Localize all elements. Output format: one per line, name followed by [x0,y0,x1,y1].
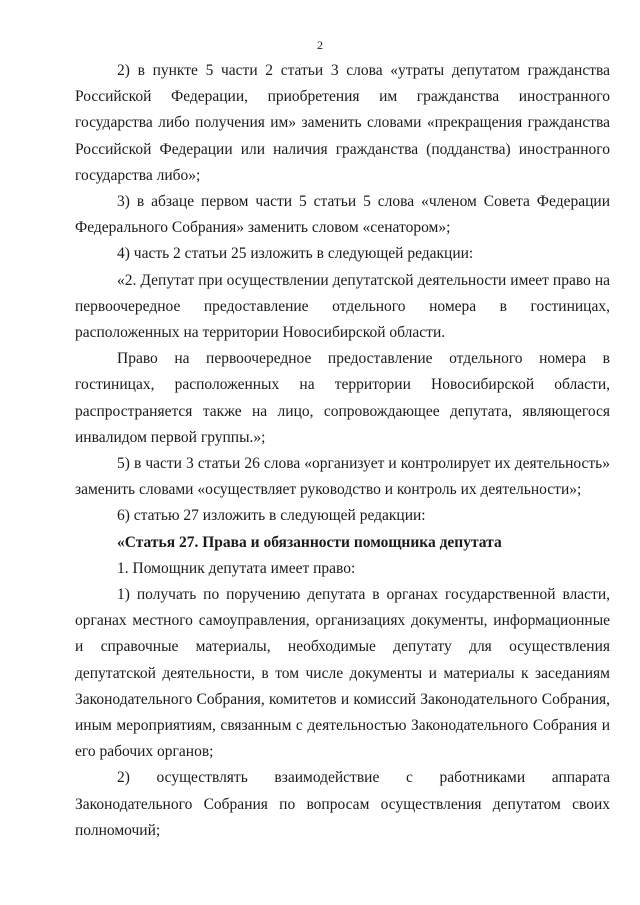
page-number: 2 [317,38,323,52]
paragraph-article-27-part-1: 1. Помощник депутата имеет право: [117,559,356,577]
document-body [75,58,610,844]
paragraph-amendment-3: 3) в абзаце первом части 5 статьи 5 слова «членом Совета Федерации Федерального Собрания» заменить словом «сенатором»; [75,193,610,237]
paragraph-article-27-item-1: 1) получать по поручению депутата в органах государственной власти, органах местного самоуправления, организациях документы, информационные и справочные материалы, необходимые депутату для осуществления депутатской деятельности, в том числе документы и материалы к заседаниям Законодательного Собрания, комитетов и комиссий Законодательного Собрания, иным мероприятиям, связанным с деятельностью Законодательного Собрания и его рабочих органов; [75,586,610,761]
paragraph-article-27-item-2: 2) осуществлять взаимодействие с работниками аппарата Законодательного Собрания по вопросам осуществления депутатом своих полномочий; [75,769,610,839]
article-27-heading: «Статья 27. Права и обязанности помощника депутата [117,533,502,551]
paragraph-amendment-2: 2) в пункте 5 части 2 статьи 3 слова «утраты депутатом гражданства Российской Федерации, приобретения им гражданства иностранного государства либо получения им» заменить словами «прекращения гражданства Российской Федерации или наличия гражданства (подданства) иностранного государства либо»; [75,62,610,184]
paragraph-article-25-part-2: «2. Депутат при осуществлении депутатской деятельности имеет право на первоочередное предоставление отдельного номера в гостиницах, расположенных на территории Новосибирской области. [75,271,610,342]
paragraph-amendment-4: 4) часть 2 статьи 25 изложить в следующей редакции: [117,245,474,263]
paragraph-article-25-extension: Право на первоочередное предоставление отдельного номера в гостиницах, расположенных на территории Новосибирской области, распространяется также на лицо, сопровождающее депутата, являющегося инвалидом первой группы.»; [75,350,610,446]
paragraph-amendment-6: 6) статью 27 изложить в следующей редакции: [117,507,426,525]
paragraph-amendment-5: 5) в части 3 статьи 26 слова «организует и контролирует их деятельность» заменить словами «осуществляет руководство и контроль их деятельности»; [75,455,610,499]
